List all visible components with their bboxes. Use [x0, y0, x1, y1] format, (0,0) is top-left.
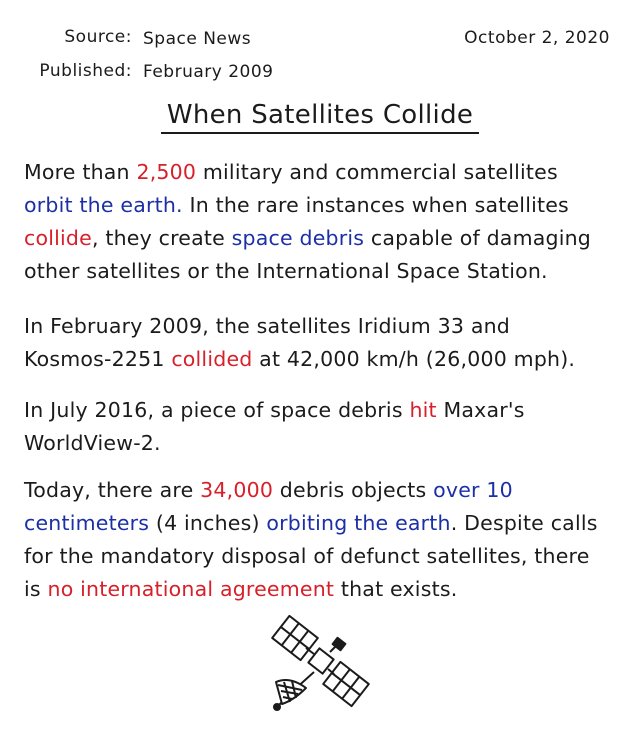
text-fragment: is — [24, 577, 48, 601]
paragraph-4-line-4 — [24, 573, 624, 606]
published-value: February 2009 — [143, 62, 274, 82]
highlight-blue: space debris — [231, 226, 365, 250]
paragraph-3 — [24, 394, 624, 460]
paragraph-2-line-1: In February 2009, the satellites Iridium 33 and — [24, 314, 511, 338]
paragraph-2 — [24, 310, 624, 376]
highlight-red: 34,000 — [200, 478, 274, 502]
paragraph-3-line-2: WorldView-2. — [24, 431, 161, 455]
text-fragment: (4 inches) — [149, 511, 267, 535]
text-fragment: In the rare instances when satellites — [182, 193, 569, 217]
source-value: Space News — [143, 29, 252, 49]
text-fragment: Kosmos-2251 — [24, 347, 172, 371]
page-title-text: When Satellites Collide — [161, 100, 479, 134]
paragraph-2-line-2 — [24, 343, 624, 376]
text-fragment: that exists. — [334, 577, 458, 601]
highlight-red: 2,500 — [136, 160, 197, 184]
paragraph-4-line-3: for the mandatory disposal of defunct satellites, there — [24, 544, 590, 568]
date: October 2, 2020 — [464, 28, 610, 48]
highlight-red: hit — [409, 398, 437, 422]
paragraph-3-line-1 — [24, 394, 624, 427]
highlight-blue: orbit the earth. — [24, 193, 183, 217]
paragraph-1-line-3 — [24, 222, 624, 255]
page-title — [0, 100, 640, 134]
text-fragment: military and commercial satellites — [196, 160, 558, 184]
paragraph-4 — [24, 474, 624, 606]
text-fragment: at 42,000 km/h (26,000 mph). — [252, 347, 576, 371]
paragraph-1 — [24, 156, 624, 288]
paragraph-1-line-1 — [24, 156, 624, 189]
text-fragment: Today, there are — [24, 478, 201, 502]
paragraph-4-line-1 — [24, 474, 624, 507]
published-label: Published: — [39, 61, 132, 81]
text-fragment: More than — [24, 160, 137, 184]
highlight-blue: centimeters — [24, 511, 150, 535]
text-fragment: . Despite calls — [450, 511, 598, 535]
satellite-icon — [268, 614, 372, 714]
highlight-red: collide — [24, 226, 92, 250]
highlight-red: collided — [171, 347, 253, 371]
source-label: Source: — [64, 27, 132, 47]
paragraph-4-line-2 — [24, 507, 624, 540]
text-fragment: In July 2016, a piece of space debris — [24, 398, 410, 422]
text-fragment: Maxar's — [436, 398, 525, 422]
text-fragment: capable of damaging — [364, 226, 592, 250]
paragraph-1-line-4: other satellites or the International Space Station. — [24, 259, 548, 283]
paragraph-1-line-2 — [24, 189, 624, 222]
text-fragment: debris objects — [273, 478, 434, 502]
highlight-blue: orbiting the earth — [266, 511, 451, 535]
text-fragment: , they create — [91, 226, 232, 250]
highlight-red: no international agreement — [47, 577, 335, 601]
highlight-blue: over 10 — [433, 478, 513, 502]
